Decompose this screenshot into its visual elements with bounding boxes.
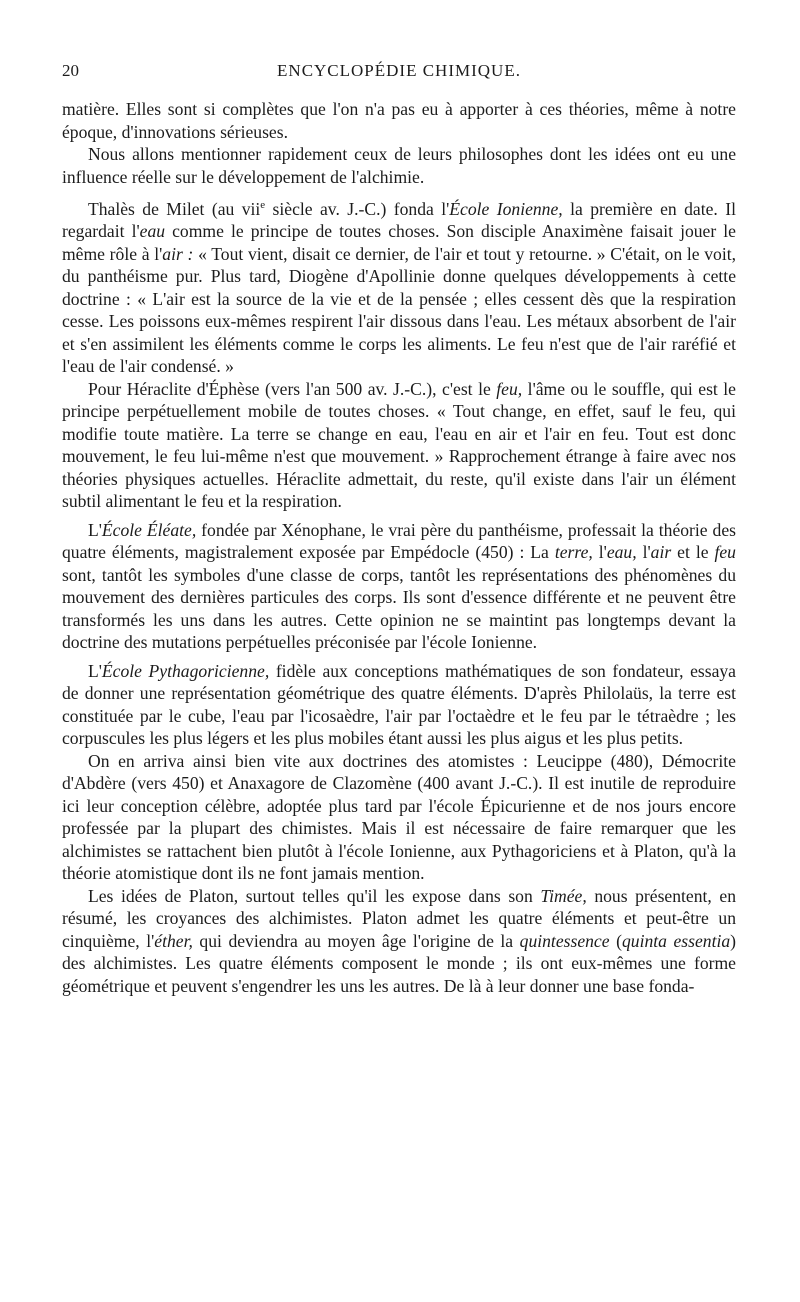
text-run: Thalès de Milet (au vii [88,198,261,219]
paragraph [62,750,736,885]
text-run: sont, tantôt les symboles d'une classe de corps, tantôt les représentations des phénomènes du mouvement des dernières particules des corps. Ils sont d'essence différente et ne peuvent être transformés les uns dans les autres. Cette opinion ne se maintint pas longtemps devant la doctrine des mutations perpétuelles préconisée par l'école Ionienne. [62,564,736,653]
paragraph [62,519,736,654]
text-run: L' [88,519,102,540]
text-run: comme le principe de toutes choses. Son disciple Anaximène faisait jouer le même rôle à l' [62,221,736,264]
text-run: l' [636,542,651,563]
text-run: qui deviendra au moyen âge l'origine de la [192,930,520,951]
italic-run: École Ionienne, [449,198,563,219]
paragraph [62,660,736,750]
text-run: fondée par Xénophane, le vrai père du panthéisme, professait la théorie des quatre éléments, magistralement exposée par Empédocle (450) : La [62,519,736,563]
text-run: l' [592,542,607,563]
text-run: et le [671,542,715,563]
body-text [62,98,736,997]
running-title: ENCYCLOPÉDIE CHIMIQUE. [277,61,521,80]
text-run: fidèle aux conceptions mathématiques de son fondateur, essaya de donner une représentation géométrique des quatre éléments. D'après Philolaüs, la terre est constituée par le cube, l'eau par l'icosaèdre, l'air par l'octaèdre et le feu par le tétraèdre ; les corpuscules les plus légers et les plus mobiles étant aussi les plus aigus et les plus petits. [62,660,736,749]
paragraph [62,98,736,143]
text-run: « Tout vient, disait ce dernier, de l'air et tout y retourne. » C'était, on le voit, du panthéisme pur. Plus tard, Diogène d'Apollinie donne quelques développements à cette doctrine : « L'air est la source de la vie et de la pensée ; elles cessent dès que la respiration cesse. Les poissons eux-mêmes respirent l'air dissous dans l'eau. Les métaux absorbent de l'air et s'en assimilent les éléments comme le corps les aliments. Le feu n'est que de l'air raréfié et l'eau de l'air condensé. » [62,243,737,377]
italic-run: Timée, [540,885,587,906]
superscript: e [260,199,266,211]
text-run: On en arriva ainsi bien vite aux doctrines des atomistes : Leucippe (480), Démocrite d'Abdère (vers 450) et Anaxagore de Clazomène (400 avant J.-C.). Il est inutile de reproduire ici leur conception célèbre, adoptée plus tard par l'école Épicurienne et de nos jours encore professée par la plupart des chimistes. Mais il est nécessaire de faire remarquer que les alchimistes se rattachent bien plutôt à l'école Ionienne, aux Pythagoriciens et à Platon, qu'à la théorie atomistique dont ils ne font jamais mention. [62,750,736,884]
italic-run: École Pythagoricienne, [101,660,270,681]
text-run: ( [609,930,622,951]
italic-run: air [650,542,672,563]
paragraph [62,143,736,188]
text-run: ) des alchimistes. Les quatre éléments composent le monde ; ils ont eux-mêmes une forme géométrique et peuvent s'engendrer les uns les autres. De là à leur donner une base fonda- [62,930,737,996]
paragraph [62,885,736,998]
text-run: Pour Héraclite d'Éphèse (vers l'an 500 av. J.-C.), c'est le [88,378,497,399]
italic-run: terre, [554,542,593,563]
text-run: L' [88,660,102,681]
text-run: la première en date. Il regardait l' [62,198,736,242]
italic-run: eau, [606,542,637,563]
italic-run: éther, [154,930,193,951]
italic-run: eau [139,221,166,242]
italic-run: École Éléate, [101,519,197,540]
text-run: matière. Elles sont si complètes que l'on n'a pas eu à apporter à ces théories, même à notre époque, d'innovations sérieuses. [62,99,736,142]
paragraph [62,194,736,378]
running-head [62,56,736,86]
text-run: nous présentent, en résumé, les croyances des alchimistes. Platon admet les quatre éléments et peut-être un cinquième, l' [62,885,736,951]
italic-run: feu [714,542,736,563]
page-number: 20 [62,61,79,80]
italic-run: quintessence [519,930,610,951]
text-run: siècle av. J.-C.) fonda l' [265,198,450,219]
text-run: Nous allons mentionner rapidement ceux de leurs philosophes dont les idées ont eu une influence réelle sur le développement de l'alchimie. [62,144,736,187]
italic-run: quinta essentia [621,930,731,951]
italic-run: air : [162,243,194,264]
text-run: l'âme ou le souffle, qui est le principe perpétuellement mobile de toutes choses. « Tout change, en effet, sauf le feu, qui modifie toute matière. La terre se change en eau, l'eau en air et l'air en feu. Tout est donc mouvement, le feu lui-même n'est que mouvement. » Rapprochement étrange à faire avec nos théories physiques actuelles. Héraclite admettait, du reste, qu'il existe dans l'air un élément subtil alimentant le feu et la respiration. [62,378,736,512]
italic-run: feu, [496,378,523,399]
text-run: Les idées de Platon, surtout telles qu'il les expose dans son [88,885,541,906]
paragraph [62,378,736,513]
